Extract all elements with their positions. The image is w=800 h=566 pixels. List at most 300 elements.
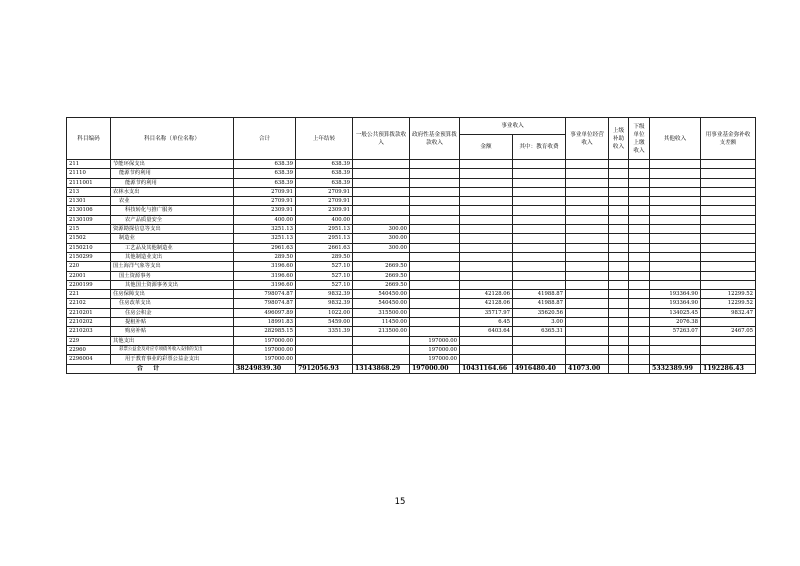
gov-fund-cell bbox=[410, 308, 460, 317]
superior-subsidy-cell bbox=[609, 243, 629, 252]
gov-fund-cell: 197000.00 bbox=[410, 336, 460, 345]
header-unit-operating: 事业单位经营收入 bbox=[566, 118, 609, 160]
carryover-cell: 2309.91 bbox=[296, 206, 353, 215]
header-code: 科目编码 bbox=[67, 118, 111, 160]
gov-fund-cell: 197000.00 bbox=[410, 345, 460, 354]
operating-income-cell bbox=[566, 262, 609, 271]
operating-income-cell bbox=[566, 355, 609, 364]
superior-subsidy-cell bbox=[609, 215, 629, 224]
general-budget-cell: 213500.00 bbox=[353, 327, 410, 336]
general-budget-cell bbox=[353, 252, 410, 261]
general-budget-cell bbox=[353, 197, 410, 206]
gov-fund-cell bbox=[410, 206, 460, 215]
operating-income-cell bbox=[566, 345, 609, 354]
business-income-cell bbox=[460, 336, 513, 345]
other-income-cell bbox=[650, 215, 701, 224]
code-cell: 22960 bbox=[67, 345, 111, 354]
carryover-cell: 527.10 bbox=[296, 280, 353, 289]
table-row bbox=[67, 169, 756, 178]
table-row bbox=[67, 318, 756, 327]
business-income-cell bbox=[460, 197, 513, 206]
business-income-cell bbox=[460, 243, 513, 252]
total-sub-cell bbox=[629, 364, 650, 373]
fund-makeup-cell bbox=[701, 345, 756, 354]
general-budget-cell: 11450.00 bbox=[353, 318, 410, 327]
name-cell: 住房公积金 bbox=[111, 308, 234, 317]
gov-fund-cell bbox=[410, 252, 460, 261]
gov-fund-cell bbox=[410, 187, 460, 196]
total-cell: 197000.00 bbox=[234, 336, 296, 345]
carryover-cell bbox=[296, 355, 353, 364]
total-cell: 18991.83 bbox=[234, 318, 296, 327]
total-biz-cell: 10431164.66 bbox=[460, 364, 513, 373]
fund-makeup-cell bbox=[701, 215, 756, 224]
fund-makeup-cell bbox=[701, 187, 756, 196]
header-fund-makeup: 用事业基金弥补收支差额 bbox=[701, 118, 756, 160]
superior-subsidy-cell bbox=[609, 308, 629, 317]
fund-makeup-cell bbox=[701, 169, 756, 178]
code-cell: 220 bbox=[67, 262, 111, 271]
total-cell: 197000.00 bbox=[234, 345, 296, 354]
gov-fund-cell bbox=[410, 225, 460, 234]
code-cell: 2130106 bbox=[67, 206, 111, 215]
carryover-cell: 2709.91 bbox=[296, 197, 353, 206]
fund-makeup-cell bbox=[701, 318, 756, 327]
fund-makeup-cell bbox=[701, 178, 756, 187]
other-income-cell bbox=[650, 206, 701, 215]
edu-fee-cell bbox=[513, 169, 566, 178]
operating-income-cell bbox=[566, 169, 609, 178]
edu-fee-cell bbox=[513, 206, 566, 215]
general-budget-cell: 2669.50 bbox=[353, 271, 410, 280]
carryover-cell: 5459.00 bbox=[296, 318, 353, 327]
operating-income-cell bbox=[566, 225, 609, 234]
fund-makeup-cell bbox=[701, 280, 756, 289]
superior-subsidy-cell bbox=[609, 160, 629, 169]
operating-income-cell bbox=[566, 327, 609, 336]
edu-fee-cell bbox=[513, 243, 566, 252]
fund-makeup-cell: 9832.47 bbox=[701, 308, 756, 317]
table-row bbox=[67, 243, 756, 252]
carryover-cell bbox=[296, 345, 353, 354]
carryover-cell: 2951.13 bbox=[296, 225, 353, 234]
gov-fund-cell bbox=[410, 160, 460, 169]
code-cell: 2111001 bbox=[67, 178, 111, 187]
operating-income-cell bbox=[566, 197, 609, 206]
total-edu-cell: 4916480.40 bbox=[513, 364, 566, 373]
name-cell: 农业 bbox=[111, 197, 234, 206]
superior-subsidy-cell bbox=[609, 197, 629, 206]
name-cell: 工艺品及其他制造业 bbox=[111, 243, 234, 252]
edu-fee-cell bbox=[513, 355, 566, 364]
header-superior-subsidy: 上级补助收入 bbox=[609, 118, 629, 160]
fund-makeup-cell bbox=[701, 336, 756, 345]
fund-makeup-cell: 12299.52 bbox=[701, 299, 756, 308]
code-cell: 21301 bbox=[67, 197, 111, 206]
operating-income-cell bbox=[566, 271, 609, 280]
superior-subsidy-cell bbox=[609, 234, 629, 243]
table-row bbox=[67, 345, 756, 354]
business-income-cell bbox=[460, 345, 513, 354]
gov-fund-cell bbox=[410, 234, 460, 243]
table-row bbox=[67, 206, 756, 215]
operating-income-cell bbox=[566, 252, 609, 261]
total-cell: 289.50 bbox=[234, 252, 296, 261]
code-cell: 215 bbox=[67, 225, 111, 234]
total-cell: 638.39 bbox=[234, 178, 296, 187]
business-income-cell: 42128.06 bbox=[460, 290, 513, 299]
fund-makeup-cell bbox=[701, 262, 756, 271]
other-income-cell bbox=[650, 234, 701, 243]
other-income-cell bbox=[650, 187, 701, 196]
code-cell: 21110 bbox=[67, 169, 111, 178]
general-budget-cell: 300.00 bbox=[353, 243, 410, 252]
subordinate-turnover-cell bbox=[629, 187, 650, 196]
other-income-cell bbox=[650, 160, 701, 169]
business-income-cell bbox=[460, 160, 513, 169]
table-row bbox=[67, 197, 756, 206]
gov-fund-cell bbox=[410, 318, 460, 327]
business-income-cell bbox=[460, 178, 513, 187]
superior-subsidy-cell bbox=[609, 280, 629, 289]
table-row bbox=[67, 262, 756, 271]
other-income-cell: 193364.90 bbox=[650, 290, 701, 299]
name-cell: 其他制造业支出 bbox=[111, 252, 234, 261]
other-income-cell: 134025.45 bbox=[650, 308, 701, 317]
general-budget-cell: 2669.50 bbox=[353, 262, 410, 271]
general-budget-cell: 300.00 bbox=[353, 234, 410, 243]
carryover-cell: 527.10 bbox=[296, 262, 353, 271]
name-cell: 其他国土资源事务支出 bbox=[111, 280, 234, 289]
superior-subsidy-cell bbox=[609, 336, 629, 345]
superior-subsidy-cell bbox=[609, 187, 629, 196]
superior-subsidy-cell bbox=[609, 169, 629, 178]
header-total: 合计 bbox=[234, 118, 296, 160]
subordinate-turnover-cell bbox=[629, 234, 650, 243]
edu-fee-cell bbox=[513, 271, 566, 280]
edu-fee-cell: 35620.56 bbox=[513, 308, 566, 317]
header-general-budget: 一般公共预算拨款收入 bbox=[353, 118, 410, 160]
general-budget-cell bbox=[353, 206, 410, 215]
superior-subsidy-cell bbox=[609, 178, 629, 187]
edu-fee-cell bbox=[513, 178, 566, 187]
fund-makeup-cell bbox=[701, 271, 756, 280]
total-cell: 3196.60 bbox=[234, 271, 296, 280]
code-cell: 2150210 bbox=[67, 243, 111, 252]
fund-makeup-cell bbox=[701, 225, 756, 234]
code-cell: 22001 bbox=[67, 271, 111, 280]
fund-makeup-cell bbox=[701, 206, 756, 215]
general-budget-cell: 2669.50 bbox=[353, 280, 410, 289]
code-cell: 211 bbox=[67, 160, 111, 169]
business-income-cell: 6.45 bbox=[460, 318, 513, 327]
carryover-cell: 2709.91 bbox=[296, 187, 353, 196]
gov-fund-cell bbox=[410, 215, 460, 224]
code-cell: 2200199 bbox=[67, 280, 111, 289]
table-row bbox=[67, 160, 756, 169]
total-cell: 197000.00 bbox=[234, 355, 296, 364]
general-budget-cell bbox=[353, 355, 410, 364]
fund-makeup-cell: 2467.05 bbox=[701, 327, 756, 336]
header-other-income: 其他收入 bbox=[650, 118, 701, 160]
fund-makeup-cell bbox=[701, 243, 756, 252]
subordinate-turnover-cell bbox=[629, 206, 650, 215]
total-cell: 3251.13 bbox=[234, 225, 296, 234]
carryover-cell: 1022.00 bbox=[296, 308, 353, 317]
code-cell: 2296004 bbox=[67, 355, 111, 364]
table-row bbox=[67, 290, 756, 299]
code-cell: 213 bbox=[67, 187, 111, 196]
subordinate-turnover-cell bbox=[629, 243, 650, 252]
business-income-cell: 42128.06 bbox=[460, 299, 513, 308]
subordinate-turnover-cell bbox=[629, 169, 650, 178]
operating-income-cell bbox=[566, 234, 609, 243]
total-cell: 400.00 bbox=[234, 215, 296, 224]
general-budget-cell bbox=[353, 345, 410, 354]
gov-fund-cell bbox=[410, 243, 460, 252]
header-gov-fund: 政府性基金预算拨款收入 bbox=[410, 118, 460, 160]
total-cell: 798074.87 bbox=[234, 299, 296, 308]
other-income-cell bbox=[650, 197, 701, 206]
budget-table bbox=[66, 117, 756, 374]
name-cell: 科技转化与推广服务 bbox=[111, 206, 234, 215]
table-row bbox=[67, 280, 756, 289]
budget-sheet bbox=[66, 117, 754, 374]
superior-subsidy-cell bbox=[609, 327, 629, 336]
table-row bbox=[67, 234, 756, 243]
code-cell: 2210203 bbox=[67, 327, 111, 336]
name-cell: 住房保障支出 bbox=[111, 290, 234, 299]
general-budget-cell: 300.00 bbox=[353, 225, 410, 234]
edu-fee-cell bbox=[513, 234, 566, 243]
total-cell: 282985.15 bbox=[234, 327, 296, 336]
code-cell: 2130109 bbox=[67, 215, 111, 224]
gov-fund-cell bbox=[410, 169, 460, 178]
subordinate-turnover-cell bbox=[629, 290, 650, 299]
subordinate-turnover-cell bbox=[629, 299, 650, 308]
name-cell: 能源节约利用 bbox=[111, 178, 234, 187]
other-income-cell: 193364.90 bbox=[650, 299, 701, 308]
superior-subsidy-cell bbox=[609, 206, 629, 215]
name-cell: 农林水支出 bbox=[111, 187, 234, 196]
total-sup-cell bbox=[609, 364, 629, 373]
table-row bbox=[67, 187, 756, 196]
other-income-cell: 2076.38 bbox=[650, 318, 701, 327]
table-row bbox=[67, 225, 756, 234]
business-income-cell bbox=[460, 225, 513, 234]
table-row bbox=[67, 336, 756, 345]
name-cell: 用于教育事业的彩票公益金支出 bbox=[111, 355, 234, 364]
general-budget-cell: 540450.00 bbox=[353, 290, 410, 299]
operating-income-cell bbox=[566, 308, 609, 317]
general-budget-cell: 315500.00 bbox=[353, 308, 410, 317]
total-other-cell: 5332389.99 bbox=[650, 364, 701, 373]
edu-fee-cell bbox=[513, 197, 566, 206]
superior-subsidy-cell bbox=[609, 355, 629, 364]
fund-makeup-cell bbox=[701, 234, 756, 243]
other-income-cell bbox=[650, 169, 701, 178]
table-body bbox=[67, 160, 756, 365]
subordinate-turnover-cell bbox=[629, 197, 650, 206]
other-income-cell bbox=[650, 225, 701, 234]
edu-fee-cell bbox=[513, 225, 566, 234]
gov-fund-cell bbox=[410, 327, 460, 336]
other-income-cell bbox=[650, 271, 701, 280]
header-of-which-edu: 其中：教育收费 bbox=[513, 135, 566, 160]
total-carryover-cell: 7912056.93 bbox=[296, 364, 353, 373]
total-cell: 638.39 bbox=[234, 169, 296, 178]
code-cell: 2210201 bbox=[67, 308, 111, 317]
fund-makeup-cell bbox=[701, 252, 756, 261]
total-cell: 638.39 bbox=[234, 160, 296, 169]
operating-income-cell bbox=[566, 187, 609, 196]
total-label: 合 计 bbox=[67, 364, 234, 373]
operating-income-cell bbox=[566, 160, 609, 169]
total-row bbox=[67, 364, 756, 373]
general-budget-cell bbox=[353, 336, 410, 345]
general-budget-cell: 540450.00 bbox=[353, 299, 410, 308]
total-cell: 3196.60 bbox=[234, 280, 296, 289]
carryover-cell: 9832.39 bbox=[296, 290, 353, 299]
superior-subsidy-cell bbox=[609, 318, 629, 327]
other-income-cell bbox=[650, 262, 701, 271]
table-row bbox=[67, 215, 756, 224]
business-income-cell: 6403.64 bbox=[460, 327, 513, 336]
table-row bbox=[67, 327, 756, 336]
superior-subsidy-cell bbox=[609, 271, 629, 280]
name-cell: 彩票公益金及对应专项债务收入安排的支出 bbox=[111, 345, 234, 354]
superior-subsidy-cell bbox=[609, 252, 629, 261]
gov-fund-cell bbox=[410, 262, 460, 271]
total-cell: 2709.91 bbox=[234, 187, 296, 196]
operating-income-cell bbox=[566, 243, 609, 252]
operating-income-cell bbox=[566, 215, 609, 224]
subordinate-turnover-cell bbox=[629, 225, 650, 234]
table-row bbox=[67, 299, 756, 308]
edu-fee-cell bbox=[513, 187, 566, 196]
business-income-cell bbox=[460, 187, 513, 196]
general-budget-cell bbox=[353, 215, 410, 224]
subordinate-turnover-cell bbox=[629, 262, 650, 271]
gov-fund-cell bbox=[410, 178, 460, 187]
table-row bbox=[67, 271, 756, 280]
business-income-cell bbox=[460, 271, 513, 280]
business-income-cell bbox=[460, 215, 513, 224]
superior-subsidy-cell bbox=[609, 225, 629, 234]
edu-fee-cell bbox=[513, 280, 566, 289]
name-cell: 制造业 bbox=[111, 234, 234, 243]
total-cell: 2961.63 bbox=[234, 243, 296, 252]
total-cell: 496097.89 bbox=[234, 308, 296, 317]
edu-fee-cell bbox=[513, 252, 566, 261]
general-budget-cell bbox=[353, 187, 410, 196]
subordinate-turnover-cell bbox=[629, 345, 650, 354]
general-budget-cell bbox=[353, 169, 410, 178]
total-cell: 38249839.30 bbox=[234, 364, 296, 373]
edu-fee-cell bbox=[513, 345, 566, 354]
subordinate-turnover-cell bbox=[629, 160, 650, 169]
general-budget-cell bbox=[353, 178, 410, 187]
gov-fund-cell bbox=[410, 271, 460, 280]
total-cell: 2309.91 bbox=[234, 206, 296, 215]
fund-makeup-cell bbox=[701, 197, 756, 206]
edu-fee-cell: 6365.31 bbox=[513, 327, 566, 336]
name-cell: 国土海洋气象等支出 bbox=[111, 262, 234, 271]
table-row bbox=[67, 178, 756, 187]
fund-makeup-cell bbox=[701, 160, 756, 169]
superior-subsidy-cell bbox=[609, 345, 629, 354]
edu-fee-cell: 41988.87 bbox=[513, 290, 566, 299]
header-subordinate-turnover: 下级单位上缴收入 bbox=[629, 118, 650, 160]
gov-fund-cell bbox=[410, 299, 460, 308]
total-fund-cell: 197000.00 bbox=[410, 364, 460, 373]
carryover-cell bbox=[296, 336, 353, 345]
other-income-cell: 57263.07 bbox=[650, 327, 701, 336]
table-row bbox=[67, 355, 756, 364]
code-cell: 2150299 bbox=[67, 252, 111, 261]
subordinate-turnover-cell bbox=[629, 327, 650, 336]
other-income-cell bbox=[650, 336, 701, 345]
subordinate-turnover-cell bbox=[629, 308, 650, 317]
code-cell: 21502 bbox=[67, 234, 111, 243]
table-header bbox=[67, 118, 756, 160]
other-income-cell bbox=[650, 252, 701, 261]
carryover-cell: 400.00 bbox=[296, 215, 353, 224]
superior-subsidy-cell bbox=[609, 299, 629, 308]
other-income-cell bbox=[650, 280, 701, 289]
other-income-cell bbox=[650, 355, 701, 364]
total-cell: 2709.91 bbox=[234, 197, 296, 206]
carryover-cell: 527.10 bbox=[296, 271, 353, 280]
carryover-cell: 638.39 bbox=[296, 169, 353, 178]
name-cell: 购房补贴 bbox=[111, 327, 234, 336]
total-cell: 3251.13 bbox=[234, 234, 296, 243]
header-name: 科目名称（单位名称） bbox=[111, 118, 234, 160]
business-income-cell bbox=[460, 169, 513, 178]
edu-fee-cell bbox=[513, 262, 566, 271]
edu-fee-cell bbox=[513, 160, 566, 169]
operating-income-cell bbox=[566, 336, 609, 345]
name-cell: 农产品质量安全 bbox=[111, 215, 234, 224]
business-income-cell bbox=[460, 206, 513, 215]
header-carryover: 上年结转 bbox=[296, 118, 353, 160]
other-income-cell bbox=[650, 178, 701, 187]
page-number: 15 bbox=[394, 497, 406, 507]
gov-fund-cell: 197000.00 bbox=[410, 355, 460, 364]
carryover-cell: 9832.39 bbox=[296, 299, 353, 308]
operating-income-cell bbox=[566, 318, 609, 327]
name-cell: 提租补贴 bbox=[111, 318, 234, 327]
total-makeup-cell: 1192286.43 bbox=[701, 364, 756, 373]
total-cell: 3196.60 bbox=[234, 262, 296, 271]
subordinate-turnover-cell bbox=[629, 178, 650, 187]
business-income-cell bbox=[460, 234, 513, 243]
name-cell: 节能环保支出 bbox=[111, 160, 234, 169]
fund-makeup-cell: 12299.52 bbox=[701, 290, 756, 299]
operating-income-cell bbox=[566, 280, 609, 289]
name-cell: 其他支出 bbox=[111, 336, 234, 345]
subordinate-turnover-cell bbox=[629, 336, 650, 345]
code-cell: 22102 bbox=[67, 299, 111, 308]
general-budget-cell bbox=[353, 160, 410, 169]
carryover-cell: 2951.13 bbox=[296, 234, 353, 243]
name-cell: 国土资源事务 bbox=[111, 271, 234, 280]
code-cell: 229 bbox=[67, 336, 111, 345]
other-income-cell bbox=[650, 345, 701, 354]
business-income-cell bbox=[460, 355, 513, 364]
carryover-cell: 638.39 bbox=[296, 178, 353, 187]
operating-income-cell bbox=[566, 206, 609, 215]
